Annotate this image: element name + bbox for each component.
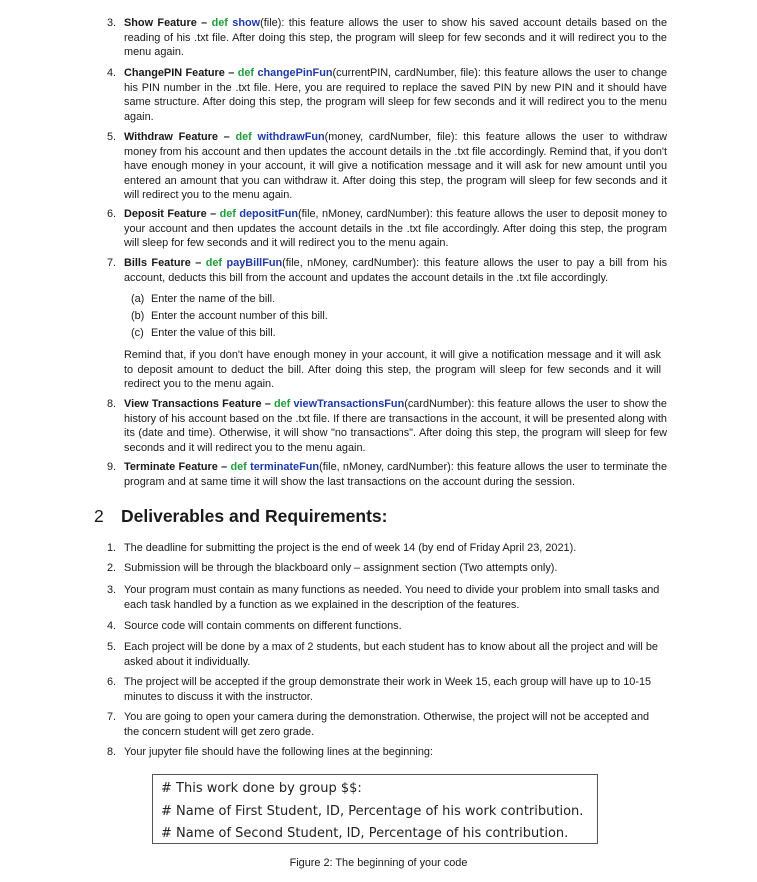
function-params: (file, nMoney, cardNumber) (319, 461, 451, 473)
step-label: (c) (131, 327, 144, 339)
requirement-item (107, 710, 667, 739)
def-keyword: def (205, 257, 223, 269)
list-number: 4. (107, 67, 117, 79)
code-snippet-box (152, 774, 598, 844)
section-number: 2 (94, 506, 104, 526)
code-line: # Name of First Student, ID, Percentage of his work contribution. (161, 803, 584, 819)
requirement-text: Your jupyter file should have the following lines at the beginning: (124, 746, 433, 758)
feature-description: : this feature allows the user to terminate the program and at same time it will show the last transactions on the account during the session. (124, 461, 668, 488)
section-heading (94, 505, 387, 527)
list-number: 7. (107, 257, 117, 269)
list-number: 8. (107, 398, 117, 410)
step-text: Enter the name of the bill. (151, 293, 276, 305)
list-number: 1. (107, 542, 117, 554)
requirement-text: Your program must contain as many functions as needed. You need to divide your problem into small tasks and each task handled by a function as we explained in the description of the features. (124, 584, 660, 611)
requirement-item (107, 675, 667, 704)
step-text: Enter the value of this bill. (151, 327, 276, 339)
feature-dash: – (224, 67, 238, 79)
bill-step-a (131, 292, 275, 307)
feature-name: View Transactions Feature (124, 398, 262, 410)
def-keyword: def (230, 461, 247, 473)
section-title: Deliverables and Requirements: (121, 506, 388, 526)
list-number: 2. (107, 562, 117, 574)
function-name: terminateFun (250, 461, 320, 473)
list-number: 3. (107, 584, 117, 596)
feature-dash: – (261, 398, 274, 410)
requirement-text: Each project will be done by a max of 2 students, but each student has to know about all the project and will be asked about it individually. (124, 641, 658, 668)
list-number: 5. (107, 131, 117, 143)
bill-remind-paragraph: Remind that, if you don't have enough money in your account, it will give a notification message and it will ask to deposit amount to deduct the bill. After doing this step, the program will sleep for few seconds and it will redirect you to the menu again. (124, 349, 661, 391)
function-params: (cardNumber) (404, 398, 472, 410)
function-params: (file) (260, 17, 282, 29)
list-number: 4. (107, 620, 117, 632)
feature-name: Deposit Feature (124, 208, 207, 220)
requirement-item (107, 619, 667, 634)
requirement-text: The project will be accepted if the group demonstrate their work in Week 15, each group will have up to 10-15 minutes to discuss it with the instructor. (124, 676, 652, 703)
feature-name: Withdraw Feature (124, 131, 218, 143)
step-text: Enter the account number of this bill. (151, 310, 328, 322)
function-name: changePinFun (257, 67, 333, 79)
requirement-text: Source code will contain comments on different functions. (124, 620, 402, 632)
feature-name: Show Feature (124, 17, 197, 29)
function-name: viewTransactionsFun (293, 398, 405, 410)
def-keyword: def (219, 208, 236, 220)
feature-item-show (107, 16, 667, 60)
def-keyword: def (273, 398, 291, 410)
list-number: 3. (107, 17, 117, 29)
def-keyword: def (235, 131, 252, 143)
list-number: 6. (107, 208, 117, 220)
feature-item-terminate (107, 460, 667, 489)
function-name: payBillFun (226, 257, 283, 269)
step-label: (a) (131, 293, 145, 305)
bill-step-b (131, 309, 328, 324)
feature-description: : this feature allows the user to pay a bill from his account, deducts this bill from the account and updates the account details in the .txt file accordingly. (124, 257, 668, 284)
requirement-text: The deadline for submitting the project is the end of week 14 (by end of Friday April 23, 2021). (124, 542, 577, 554)
function-params: (file, nMoney, cardNumber) (298, 208, 430, 220)
requirement-item (107, 561, 667, 576)
feature-description: : this feature allows the user to show his saved account details based on the reading of his .txt file. After doing this step, the program will sleep for few seconds and it will redirect you to the menu again. (124, 17, 668, 59)
list-number: 7. (107, 711, 117, 723)
requirement-text: You are going to open your camera during the demonstration. Otherwise, the project will not be accepted and the concern student will get zero grade. (124, 711, 650, 738)
function-params: (money, cardNumber, file) (324, 131, 455, 143)
list-number: 5. (107, 641, 117, 653)
requirement-item (107, 640, 667, 669)
feature-dash: – (196, 17, 212, 29)
def-keyword: def (211, 17, 228, 29)
feature-description: : this feature allows the user to change his PIN number in the .txt file. Here, you are required to replace the saved PIN by new PIN and it should have same structure. After doing this step, the program will sleep for few seconds and it will redirect you to the menu again. (124, 67, 667, 123)
feature-description: : this feature allows the user to withdraw money from his account and then updates the account details in the .txt file accordingly. Remind that, if you don't have enough money in your account, it will give a notification message and it will ask for new amount until you entered an amount that you can withdraw it. After doing this step, the program will sleep for few seconds and it will redirect you to the menu again. (124, 131, 668, 202)
feature-dash: – (206, 208, 220, 220)
feature-item-bills (107, 256, 667, 285)
feature-dash: – (190, 257, 206, 269)
bill-step-c (131, 326, 276, 341)
feature-name: Terminate Feature (124, 461, 218, 473)
requirement-item (107, 745, 667, 760)
list-number: 9. (107, 461, 117, 473)
figure-caption: Figure 2: The beginning of your code (289, 857, 468, 869)
code-line: # This work done by group $$: (161, 781, 362, 796)
feature-item-deposit (107, 207, 667, 251)
list-number: 6. (107, 676, 117, 688)
feature-dash: – (217, 461, 231, 473)
feature-dash: – (217, 131, 236, 143)
feature-description: : this feature allows the user to deposit money to your account and then updates the account details in the .txt file accordingly. After doing this step, the program will sleep for few seconds and it will redirect you to the menu again. (124, 208, 667, 250)
requirement-text: Submission will be through the blackboard only – assignment section (Two attempts only). (124, 562, 558, 574)
feature-item-withdraw (107, 130, 667, 203)
feature-item-view-transactions (107, 397, 667, 455)
requirement-item (107, 541, 667, 556)
feature-name: ChangePIN Feature (124, 67, 225, 79)
feature-description: : this feature allows the user to show the history of his account based on the .txt file. If there are transactions in the account, it will be presented along with its (date and time). Otherwise, it will show "no transactions". After doing this step, the program will sleep for few seconds and it will redirect you to the menu again. (124, 398, 667, 454)
list-number: 8. (107, 746, 117, 758)
function-name: withdrawFun (257, 131, 325, 143)
code-line: # Name of Second Student, ID, Percentage of his contribution. (161, 826, 569, 841)
step-label: (b) (131, 310, 145, 322)
feature-name: Bills Feature (124, 257, 191, 269)
function-name: depositFun (239, 208, 298, 220)
function-name: show (232, 17, 261, 29)
requirement-item (107, 583, 667, 612)
function-params: (file, nMoney, cardNumber) (282, 257, 417, 269)
function-params: (currentPIN, cardNumber, file) (332, 67, 478, 79)
def-keyword: def (237, 67, 255, 79)
feature-item-changepin (107, 66, 667, 124)
